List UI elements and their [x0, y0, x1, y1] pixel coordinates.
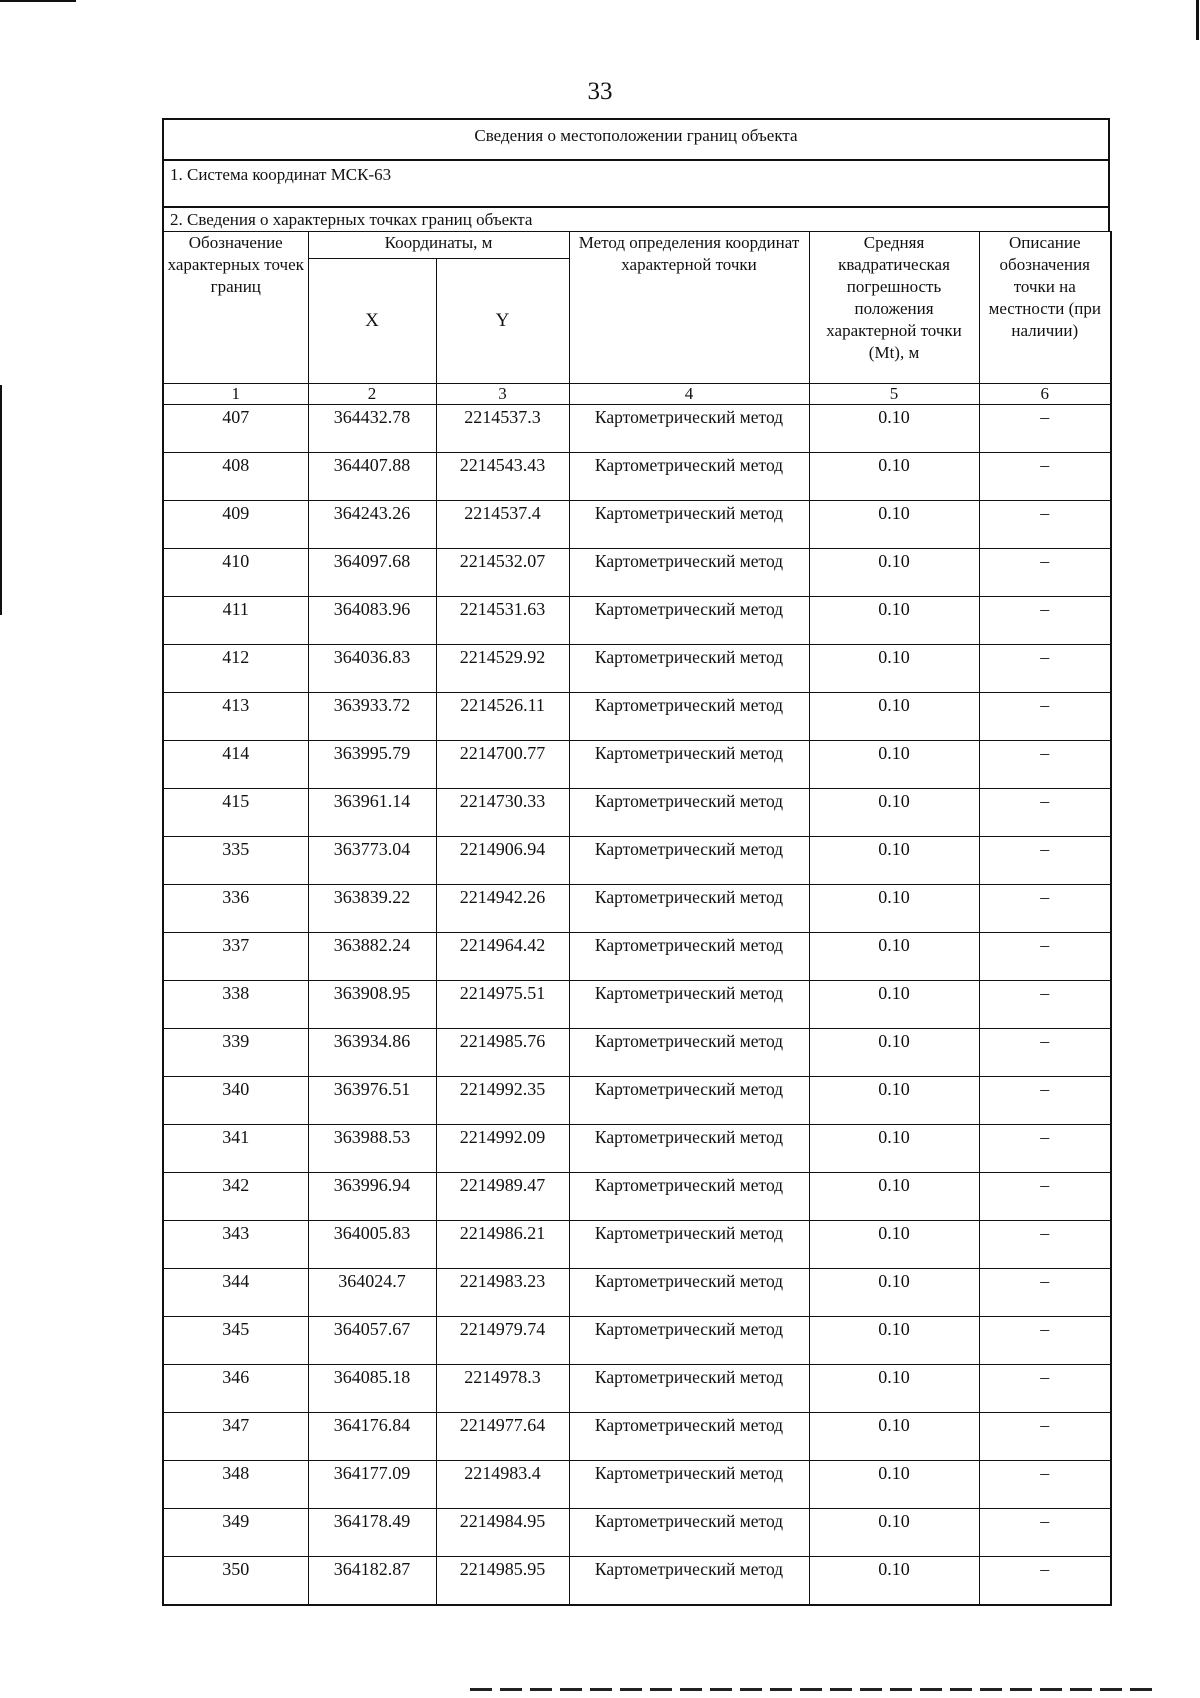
scan-edge-mark [0, 385, 2, 615]
coordinate-x: 363996.94 [308, 1173, 436, 1221]
mean-square-error: 0.10 [809, 453, 979, 501]
coordinate-x: 363995.79 [308, 741, 436, 789]
table-row [163, 837, 1111, 885]
coordinate-y: 2214986.21 [436, 1221, 569, 1269]
determination-method: Картометрический метод [569, 1509, 809, 1557]
mean-square-error: 0.10 [809, 1413, 979, 1461]
coordinate-x: 363976.51 [308, 1077, 436, 1125]
table-row [163, 981, 1111, 1029]
coordinate-y: 2214942.26 [436, 885, 569, 933]
table-row [163, 1317, 1111, 1365]
point-description: – [979, 645, 1111, 693]
determination-method: Картометрический метод [569, 549, 809, 597]
determination-method: Картометрический метод [569, 501, 809, 549]
coordinate-x: 364182.87 [308, 1557, 436, 1606]
mean-square-error: 0.10 [809, 981, 979, 1029]
point-designation: 346 [163, 1365, 308, 1413]
coordinate-y: 2214985.95 [436, 1557, 569, 1606]
coordinate-y: 2214983.23 [436, 1269, 569, 1317]
coordinate-y: 2214989.47 [436, 1173, 569, 1221]
point-description: – [979, 1461, 1111, 1509]
point-designation: 338 [163, 981, 308, 1029]
table-row [163, 1077, 1111, 1125]
coordinate-y: 2214992.35 [436, 1077, 569, 1125]
determination-method: Картометрический метод [569, 885, 809, 933]
determination-method: Картометрический метод [569, 981, 809, 1029]
coordinate-x: 363961.14 [308, 789, 436, 837]
determination-method: Картометрический метод [569, 1365, 809, 1413]
col-header-coordinates: Координаты, м [308, 232, 569, 259]
determination-method: Картометрический метод [569, 645, 809, 693]
point-designation: 415 [163, 789, 308, 837]
coordinate-x: 364085.18 [308, 1365, 436, 1413]
table-row [163, 741, 1111, 789]
point-designation: 350 [163, 1557, 308, 1606]
mean-square-error: 0.10 [809, 597, 979, 645]
coordinate-x: 364097.68 [308, 549, 436, 597]
boundary-points-table [162, 231, 1112, 1606]
coordinate-y: 2214964.42 [436, 933, 569, 981]
coordinate-y: 2214543.43 [436, 453, 569, 501]
determination-method: Картометрический метод [569, 693, 809, 741]
table-row [163, 1125, 1111, 1173]
coordinate-y: 2214992.09 [436, 1125, 569, 1173]
point-description: – [979, 597, 1111, 645]
table-row [163, 1413, 1111, 1461]
mean-square-error: 0.10 [809, 693, 979, 741]
coordinate-y: 2214730.33 [436, 789, 569, 837]
point-description: – [979, 1557, 1111, 1606]
determination-method: Картометрический метод [569, 1029, 809, 1077]
table-row [163, 885, 1111, 933]
determination-method: Картометрический метод [569, 789, 809, 837]
point-description: – [979, 693, 1111, 741]
table-row [163, 933, 1111, 981]
determination-method: Картометрический метод [569, 1173, 809, 1221]
coordinate-y: 2214978.3 [436, 1365, 569, 1413]
table-row [163, 789, 1111, 837]
point-description: – [979, 501, 1111, 549]
point-description: – [979, 741, 1111, 789]
coordinate-x: 364432.78 [308, 405, 436, 453]
coordinate-system: 1. Система координат МСК-63 [162, 159, 1110, 206]
determination-method: Картометрический метод [569, 1269, 809, 1317]
point-designation: 411 [163, 597, 308, 645]
coordinate-x: 363934.86 [308, 1029, 436, 1077]
determination-method: Картометрический метод [569, 405, 809, 453]
point-designation: 344 [163, 1269, 308, 1317]
point-description: – [979, 981, 1111, 1029]
mean-square-error: 0.10 [809, 549, 979, 597]
point-description: – [979, 1509, 1111, 1557]
point-designation: 335 [163, 837, 308, 885]
coordinate-x: 363882.24 [308, 933, 436, 981]
mean-square-error: 0.10 [809, 1365, 979, 1413]
table-body [163, 405, 1111, 1606]
table-row [163, 1557, 1111, 1606]
mean-square-error: 0.10 [809, 405, 979, 453]
point-description: – [979, 885, 1111, 933]
point-designation: 341 [163, 1125, 308, 1173]
determination-method: Картометрический метод [569, 1317, 809, 1365]
point-description: – [979, 1029, 1111, 1077]
point-description: – [979, 453, 1111, 501]
coordinate-y: 2214532.07 [436, 549, 569, 597]
mean-square-error: 0.10 [809, 741, 979, 789]
col-header-y: Y [436, 259, 569, 384]
point-description: – [979, 837, 1111, 885]
column-number: 2 [308, 384, 436, 405]
coordinate-x: 364178.49 [308, 1509, 436, 1557]
mean-square-error: 0.10 [809, 885, 979, 933]
coordinate-y: 2214537.4 [436, 501, 569, 549]
point-description: – [979, 1077, 1111, 1125]
column-number: 6 [979, 384, 1111, 405]
coordinate-y: 2214985.76 [436, 1029, 569, 1077]
column-number: 4 [569, 384, 809, 405]
coordinate-y: 2214700.77 [436, 741, 569, 789]
scan-edge-mark [0, 0, 76, 2]
coordinate-y: 2214906.94 [436, 837, 569, 885]
point-description: – [979, 1173, 1111, 1221]
coordinate-x: 363908.95 [308, 981, 436, 1029]
coordinate-y: 2214537.3 [436, 405, 569, 453]
point-designation: 349 [163, 1509, 308, 1557]
point-description: – [979, 1125, 1111, 1173]
point-designation: 348 [163, 1461, 308, 1509]
coordinate-x: 364083.96 [308, 597, 436, 645]
table-row [163, 549, 1111, 597]
coordinate-y: 2214977.64 [436, 1413, 569, 1461]
point-designation: 337 [163, 933, 308, 981]
col-header-description: Описание обозначения точки на местности (при наличии) [979, 232, 1111, 384]
coordinate-x: 364036.83 [308, 645, 436, 693]
determination-method: Картометрический метод [569, 837, 809, 885]
mean-square-error: 0.10 [809, 789, 979, 837]
coordinate-y: 2214529.92 [436, 645, 569, 693]
coordinate-x: 364024.7 [308, 1269, 436, 1317]
point-description: – [979, 1269, 1111, 1317]
coordinate-y: 2214983.4 [436, 1461, 569, 1509]
mean-square-error: 0.10 [809, 933, 979, 981]
determination-method: Картометрический метод [569, 597, 809, 645]
determination-method: Картометрический метод [569, 1221, 809, 1269]
point-designation: 340 [163, 1077, 308, 1125]
table-row [163, 693, 1111, 741]
determination-method: Картометрический метод [569, 1413, 809, 1461]
coordinate-x: 364057.67 [308, 1317, 436, 1365]
scan-artifact [470, 1688, 1160, 1691]
point-designation: 407 [163, 405, 308, 453]
point-designation: 410 [163, 549, 308, 597]
scan-edge-mark [1196, 0, 1199, 40]
table-row [163, 1461, 1111, 1509]
mean-square-error: 0.10 [809, 1461, 979, 1509]
coordinate-x: 364005.83 [308, 1221, 436, 1269]
column-number: 5 [809, 384, 979, 405]
table-row [163, 1221, 1111, 1269]
mean-square-error: 0.10 [809, 1125, 979, 1173]
coordinate-x: 363933.72 [308, 693, 436, 741]
page-number: 33 [587, 78, 613, 105]
mean-square-error: 0.10 [809, 501, 979, 549]
col-header-x: X [308, 259, 436, 384]
coordinate-x: 364176.84 [308, 1413, 436, 1461]
points-section-title: 2. Сведения о характерных точках границ объекта [162, 206, 1110, 231]
column-number: 3 [436, 384, 569, 405]
point-designation: 342 [163, 1173, 308, 1221]
determination-method: Картометрический метод [569, 453, 809, 501]
col-header-designation: Обозначение характерных точек границ [163, 232, 308, 384]
point-description: – [979, 1317, 1111, 1365]
table-row [163, 1365, 1111, 1413]
coordinate-x: 364177.09 [308, 1461, 436, 1509]
col-header-method: Метод определения координат характерной точки [569, 232, 809, 384]
coordinate-y: 2214979.74 [436, 1317, 569, 1365]
point-designation: 347 [163, 1413, 308, 1461]
point-description: – [979, 549, 1111, 597]
coordinate-x: 363773.04 [308, 837, 436, 885]
point-designation: 339 [163, 1029, 308, 1077]
point-description: – [979, 1413, 1111, 1461]
document-title: Сведения о местоположении границ объекта [162, 118, 1110, 159]
table-row [163, 501, 1111, 549]
mean-square-error: 0.10 [809, 1317, 979, 1365]
coordinate-x: 363839.22 [308, 885, 436, 933]
coordinate-x: 363988.53 [308, 1125, 436, 1173]
point-designation: 343 [163, 1221, 308, 1269]
point-designation: 412 [163, 645, 308, 693]
determination-method: Картометрический метод [569, 1077, 809, 1125]
mean-square-error: 0.10 [809, 1077, 979, 1125]
mean-square-error: 0.10 [809, 1029, 979, 1077]
coordinate-y: 2214526.11 [436, 693, 569, 741]
coordinate-x: 364243.26 [308, 501, 436, 549]
point-description: – [979, 1221, 1111, 1269]
point-designation: 345 [163, 1317, 308, 1365]
mean-square-error: 0.10 [809, 1557, 979, 1606]
col-header-error: Средняя квадратическая погрешность положения характерной точки (Mt), м [809, 232, 979, 384]
point-designation: 409 [163, 501, 308, 549]
determination-method: Картометрический метод [569, 741, 809, 789]
point-description: – [979, 1365, 1111, 1413]
point-description: – [979, 789, 1111, 837]
coordinate-y: 2214531.63 [436, 597, 569, 645]
point-designation: 336 [163, 885, 308, 933]
table-row [163, 453, 1111, 501]
determination-method: Картометрический метод [569, 1461, 809, 1509]
coordinate-y: 2214984.95 [436, 1509, 569, 1557]
determination-method: Картометрический метод [569, 1125, 809, 1173]
mean-square-error: 0.10 [809, 837, 979, 885]
mean-square-error: 0.10 [809, 1509, 979, 1557]
mean-square-error: 0.10 [809, 645, 979, 693]
mean-square-error: 0.10 [809, 1269, 979, 1317]
column-number: 1 [163, 384, 308, 405]
table-row [163, 1509, 1111, 1557]
coordinate-y: 2214975.51 [436, 981, 569, 1029]
determination-method: Картометрический метод [569, 1557, 809, 1606]
point-designation: 408 [163, 453, 308, 501]
table-row [163, 597, 1111, 645]
table-row [163, 1173, 1111, 1221]
point-designation: 413 [163, 693, 308, 741]
point-designation: 414 [163, 741, 308, 789]
table-row [163, 1269, 1111, 1317]
coordinate-x: 364407.88 [308, 453, 436, 501]
boundary-info-sheet [162, 118, 1110, 1606]
table-row [163, 1029, 1111, 1077]
table-row [163, 405, 1111, 453]
determination-method: Картометрический метод [569, 933, 809, 981]
mean-square-error: 0.10 [809, 1173, 979, 1221]
point-description: – [979, 405, 1111, 453]
mean-square-error: 0.10 [809, 1221, 979, 1269]
table-row [163, 645, 1111, 693]
point-description: – [979, 933, 1111, 981]
column-number-row [163, 384, 1111, 405]
